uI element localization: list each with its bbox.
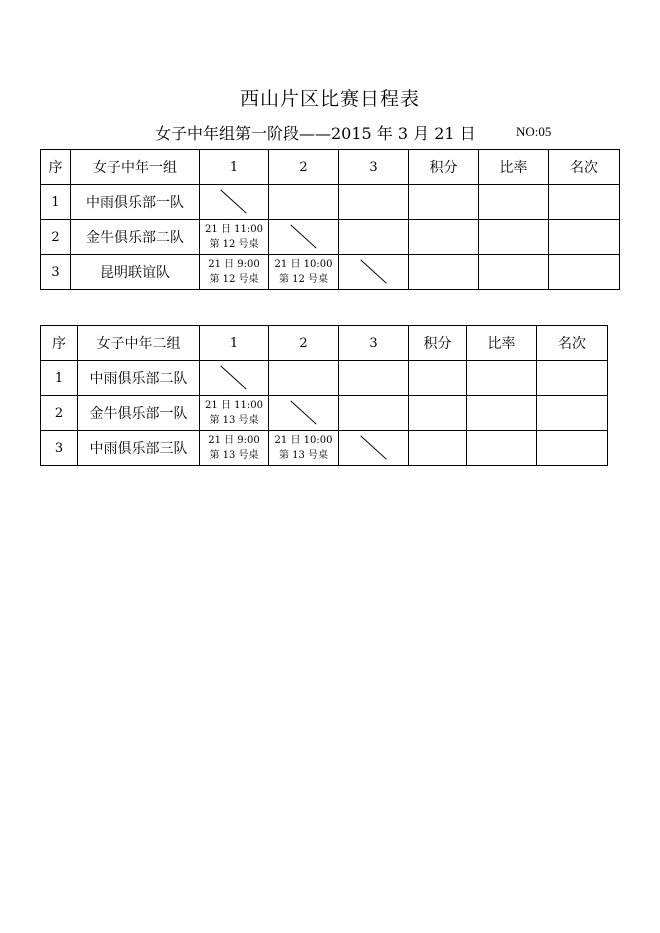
points-cell (409, 220, 479, 255)
ratio-cell (479, 185, 549, 220)
match-cell (200, 396, 269, 431)
diagonal-line-icon (200, 185, 268, 219)
match-cell (339, 361, 409, 396)
self-match-cell (339, 431, 409, 466)
match-cell (269, 185, 339, 220)
table-header-row (41, 326, 608, 361)
table-row (41, 361, 608, 396)
match-table: 第 13 号桌 (209, 450, 259, 461)
ratio-cell (467, 396, 537, 431)
rank-cell (537, 361, 608, 396)
match-table: 第 13 号桌 (278, 450, 329, 461)
header-col-3: 3 (339, 326, 409, 361)
points-cell (409, 396, 467, 431)
header-group: 女子中年一组 (71, 150, 200, 185)
match-cell (269, 431, 339, 466)
match-table: 第 13 号桌 (209, 415, 259, 426)
header-ratio: 比率 (479, 150, 549, 185)
ratio-cell (467, 431, 537, 466)
match-time: 21 日 11:00 (205, 224, 263, 235)
table-row (41, 220, 620, 255)
rank-cell (549, 185, 620, 220)
self-match-cell (339, 255, 409, 290)
row-number: 3 (41, 431, 78, 466)
diagonal-line-icon (339, 255, 408, 289)
self-match-cell (200, 361, 269, 396)
match-cell (200, 431, 269, 466)
team-name: 中雨俱乐部一队 (71, 185, 200, 220)
match-cell (200, 220, 269, 255)
row-number: 1 (41, 361, 78, 396)
match-table: 第 12 号桌 (209, 239, 259, 250)
points-cell (409, 185, 479, 220)
ratio-cell (479, 220, 549, 255)
row-number: 2 (41, 396, 78, 431)
team-name: 昆明联谊队 (71, 255, 200, 290)
team-name: 中雨俱乐部三队 (78, 431, 200, 466)
header-points: 积分 (409, 150, 479, 185)
header-col-3: 3 (339, 150, 409, 185)
table-header-row (41, 150, 620, 185)
rank-cell (537, 396, 608, 431)
schedule-table-group-1 (40, 149, 620, 290)
team-name: 金牛俱乐部二队 (71, 220, 200, 255)
header-col-2: 2 (269, 150, 339, 185)
page-subtitle: 女子中年组第一阶段——2015 年 3 月 21 日 (155, 124, 476, 143)
rank-cell (537, 431, 608, 466)
self-match-cell (269, 220, 339, 255)
ratio-cell (467, 361, 537, 396)
match-table: 第 12 号桌 (278, 274, 329, 285)
diagonal-line-icon (200, 361, 268, 395)
match-time: 21 日 9:00 (208, 435, 260, 446)
page-title: 西山片区比赛日程表 (239, 88, 420, 110)
row-number: 2 (41, 220, 71, 255)
header-col-1: 1 (200, 150, 269, 185)
header-group: 女子中年二组 (78, 326, 200, 361)
match-cell (339, 185, 409, 220)
schedule-table-group-2 (40, 325, 608, 466)
table-row (41, 431, 608, 466)
match-cell (200, 255, 269, 290)
header-rank: 名次 (549, 150, 620, 185)
match-cell (339, 220, 409, 255)
self-match-cell (269, 396, 339, 431)
header-col-1: 1 (200, 326, 269, 361)
diagonal-line-icon (269, 220, 338, 254)
document-number: NO:05 (516, 124, 552, 139)
match-time: 21 日 9:00 (208, 259, 260, 270)
self-match-cell (200, 185, 269, 220)
match-cell (339, 396, 409, 431)
header-points: 积分 (409, 326, 467, 361)
header-col-2: 2 (269, 326, 339, 361)
table-row (41, 185, 620, 220)
match-time: 21 日 10:00 (274, 259, 333, 270)
table-row (41, 396, 608, 431)
row-number: 1 (41, 185, 71, 220)
header-rank: 名次 (537, 326, 608, 361)
rank-cell (549, 255, 620, 290)
match-time: 21 日 10:00 (274, 435, 333, 446)
match-cell (269, 255, 339, 290)
match-cell (269, 361, 339, 396)
points-cell (409, 431, 467, 466)
rank-cell (549, 220, 620, 255)
row-number: 3 (41, 255, 71, 290)
points-cell (409, 361, 467, 396)
header-seq: 序 (41, 150, 71, 185)
points-cell (409, 255, 479, 290)
header-ratio: 比率 (467, 326, 537, 361)
match-time: 21 日 11:00 (205, 400, 263, 411)
team-name: 金牛俱乐部一队 (78, 396, 200, 431)
table-row (41, 255, 620, 290)
diagonal-line-icon (269, 396, 338, 430)
ratio-cell (479, 255, 549, 290)
diagonal-line-icon (339, 431, 408, 465)
header-seq: 序 (41, 326, 78, 361)
match-table: 第 12 号桌 (209, 274, 259, 285)
team-name: 中雨俱乐部二队 (78, 361, 200, 396)
